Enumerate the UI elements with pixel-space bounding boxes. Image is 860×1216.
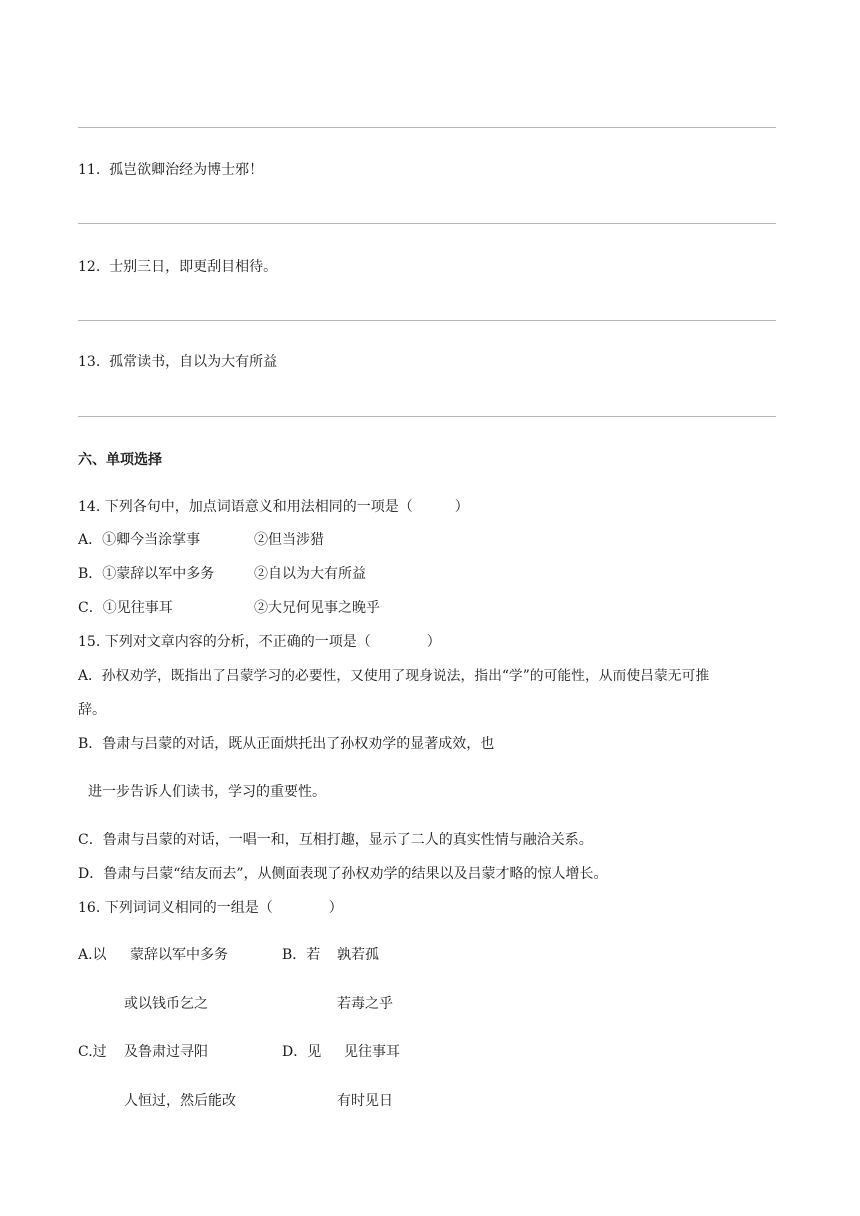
question-14-stem: 14. 下列各句中，加点词语意义和用法相同的一项是（ ） [78, 499, 469, 515]
question-16-option-b-sentence-1: 孰若孤 [337, 947, 379, 963]
question-16-option-c-sentence-2: 人恒过，然后能改 [124, 1093, 236, 1109]
question-13 [78, 352, 277, 372]
question-15-option-b-cont: 进一步告诉人们读书，学习的重要性。 [88, 784, 326, 800]
question-14-option-a-2: ②但当涉猎 [254, 532, 324, 548]
question-16-option-a-sentence-1: 蒙辞以军中多务 [130, 947, 228, 963]
question-15-option-c: C．鲁肃与吕蒙的对话，一唱一和，互相打趣，显示了二人的真实性情与融洽关系。 [78, 832, 593, 848]
answer-line-10 [78, 127, 776, 128]
question-12 [78, 257, 277, 277]
question-16-option-c-sentence-1: 及鲁肃过寻阳 [124, 1044, 208, 1060]
question-15-stem: 15. 下列对文章内容的分析，不正确的一项是（ ） [78, 634, 441, 650]
question-14-option-c: C．①见往事耳 [78, 600, 173, 616]
question-15-option-a-cont: 辞。 [78, 702, 106, 718]
question-16-option-d-label: D．见 [282, 1044, 322, 1060]
question-16-option-d-sentence-1: 见往事耳 [344, 1044, 400, 1060]
question-15-option-b: B．鲁肃与吕蒙的对话，既从正面烘托出了孙权劝学的显著成效，也 [78, 736, 495, 752]
question-14-option-b: B．①蒙辞以军中多务 [78, 566, 215, 582]
question-12-text: 士别三日，即更刮目相待。 [109, 259, 278, 275]
question-13-number: 13. [78, 354, 101, 370]
answer-line-12 [78, 320, 776, 321]
question-16-option-b-sentence-2: 若毒之乎 [337, 996, 393, 1012]
question-16-option-d-sentence-2: 有时见日 [337, 1093, 393, 1109]
question-16-option-c-label: C.过 [78, 1044, 107, 1060]
question-11 [78, 160, 263, 180]
answer-line-13 [78, 416, 776, 417]
section-title: 六、单项选择 [78, 452, 162, 468]
question-13-text: 孤常读书，自以为大有所益 [109, 354, 278, 370]
question-15-option-a: A．孙权劝学，既指出了吕蒙学习的必要性，又使用了现身说法，指出“学”的可能性，从而使吕蒙无可推 [78, 668, 710, 684]
question-12-number: 12. [78, 259, 101, 275]
question-14-option-a: A．①卿今当涂掌事 [78, 532, 201, 548]
question-11-text: 孤岂欲卿治经为博士邪！ [109, 162, 264, 178]
question-16-option-a-sentence-2: 或以钱币乞之 [124, 996, 208, 1012]
answer-line-11 [78, 223, 776, 224]
question-14-option-c-2: ②大兄何见事之晚乎 [254, 600, 380, 616]
question-15-option-d: D．鲁肃与吕蒙“结友而去”，从侧面表现了孙权劝学的结果以及吕蒙才略的惊人增长。 [78, 866, 608, 882]
question-14-option-b-2: ②自以为大有所益 [254, 566, 366, 582]
question-16-stem: 16. 下列词词义相同的一组是（ ） [78, 900, 343, 916]
question-16-option-b-label: B．若 [282, 947, 321, 963]
question-11-number: 11. [78, 162, 101, 178]
question-16-option-a-label: A.以 [78, 947, 107, 963]
